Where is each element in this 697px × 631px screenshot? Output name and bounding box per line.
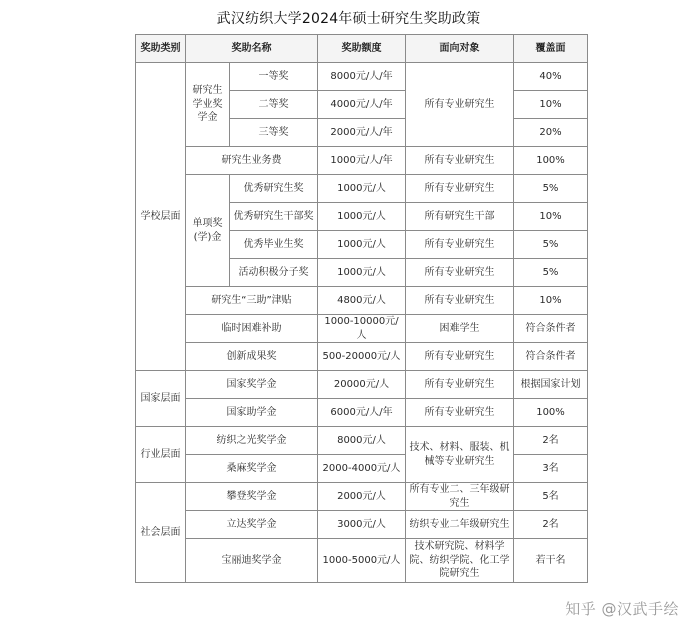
cell-name: 立达奖学金 — [186, 511, 318, 539]
cell-coverage: 10% — [514, 203, 588, 231]
header-target: 面向对象 — [406, 35, 514, 63]
table-row — [136, 455, 588, 483]
cell-coverage: 5% — [514, 259, 588, 287]
cell-target: 所有专业研究生 — [406, 259, 514, 287]
cell-amount: 4000元/人/年 — [318, 91, 406, 119]
cell-coverage: 符合条件者 — [514, 343, 588, 371]
cell-coverage: 5% — [514, 231, 588, 259]
cell-amount: 2000元/人 — [318, 483, 406, 511]
cell-coverage: 10% — [514, 287, 588, 315]
cell-amount: 1000-5000元/人 — [318, 539, 406, 583]
cell-amount: 1000元/人 — [318, 259, 406, 287]
cell-amount: 1000元/人 — [318, 175, 406, 203]
header-category: 奖助类别 — [136, 35, 186, 63]
table-row — [136, 147, 588, 175]
cell-target: 所有专业研究生 — [406, 231, 514, 259]
cell-name: 二等奖 — [230, 91, 318, 119]
table-row — [136, 175, 588, 203]
cell-target: 困难学生 — [406, 315, 514, 343]
cell-coverage: 5% — [514, 175, 588, 203]
table-row — [136, 287, 588, 315]
cell-name: 研究生“三助”津贴 — [186, 287, 318, 315]
cell-target: 所有专业研究生 — [406, 175, 514, 203]
category-national: 国家层面 — [136, 371, 186, 427]
cell-coverage: 5名 — [514, 483, 588, 511]
cell-coverage: 10% — [514, 91, 588, 119]
cell-name: 优秀毕业生奖 — [230, 231, 318, 259]
cell-target: 技术研究院、材料学院、纺织学院、化工学院研究生 — [406, 539, 514, 583]
cell-name: 国家奖学金 — [186, 371, 318, 399]
cell-coverage: 2名 — [514, 511, 588, 539]
cell-amount: 6000元/人/年 — [318, 399, 406, 427]
cell-amount: 2000-4000元/人 — [318, 455, 406, 483]
cell-amount: 20000元/人 — [318, 371, 406, 399]
cell-coverage: 若干名 — [514, 539, 588, 583]
table-row — [136, 63, 588, 91]
scholarship-table — [135, 34, 588, 583]
cell-name: 攀登奖学金 — [186, 483, 318, 511]
cell-name: 临时困难补助 — [186, 315, 318, 343]
table-row — [136, 511, 588, 539]
cell-coverage: 20% — [514, 119, 588, 147]
cell-amount: 3000元/人 — [318, 511, 406, 539]
cell-amount: 2000元/人/年 — [318, 119, 406, 147]
cell-target: 所有专业研究生 — [406, 287, 514, 315]
cell-name: 创新成果奖 — [186, 343, 318, 371]
cell-coverage: 3名 — [514, 455, 588, 483]
header-amount: 奖助额度 — [318, 35, 406, 63]
category-school: 学校层面 — [136, 63, 186, 371]
page-title: 武汉纺织大学2024年硕士研究生奖助政策 — [216, 11, 481, 27]
cell-coverage: 符合条件者 — [514, 315, 588, 343]
cell-target: 所有专业研究生 — [406, 147, 514, 175]
cell-name: 纺织之光奖学金 — [186, 427, 318, 455]
cell-target: 所有专业研究生 — [406, 371, 514, 399]
group-single-award: 单项奖(学)金 — [186, 175, 230, 287]
cell-name: 国家助学金 — [186, 399, 318, 427]
table-row — [136, 483, 588, 511]
cell-name: 三等奖 — [230, 119, 318, 147]
group-grad-scholarship: 研究生学业奖学金 — [186, 63, 230, 147]
category-industry: 行业层面 — [136, 427, 186, 483]
cell-amount: 1000元/人/年 — [318, 147, 406, 175]
table-row — [136, 371, 588, 399]
cell-amount: 4800元/人 — [318, 287, 406, 315]
cell-name: 一等奖 — [230, 63, 318, 91]
cell-coverage: 100% — [514, 399, 588, 427]
cell-name: 研究生业务费 — [186, 147, 318, 175]
cell-amount: 1000-10000元/人 — [318, 315, 406, 343]
table-row — [136, 343, 588, 371]
cell-target: 所有专业研究生 — [406, 399, 514, 427]
table-row — [136, 539, 588, 583]
cell-amount: 1000元/人 — [318, 203, 406, 231]
table-row — [136, 399, 588, 427]
cell-target: 技术、材料、服装、机械等专业研究生 — [406, 427, 514, 483]
cell-name: 活动积极分子奖 — [230, 259, 318, 287]
cell-target: 所有专业研究生 — [406, 343, 514, 371]
cell-amount: 1000元/人 — [318, 231, 406, 259]
cell-coverage: 根据国家计划 — [514, 371, 588, 399]
header-name: 奖助名称 — [186, 35, 318, 63]
table-header-row — [136, 35, 588, 63]
cell-coverage: 2名 — [514, 427, 588, 455]
cell-coverage: 40% — [514, 63, 588, 91]
cell-amount: 500-20000元/人 — [318, 343, 406, 371]
cell-target: 所有专业研究生 — [406, 63, 514, 147]
cell-name: 优秀研究生奖 — [230, 175, 318, 203]
cell-name: 桑麻奖学金 — [186, 455, 318, 483]
cell-amount: 8000元/人 — [318, 427, 406, 455]
cell-name: 宝丽迪奖学金 — [186, 539, 318, 583]
header-coverage: 覆盖面 — [514, 35, 588, 63]
cell-name: 优秀研究生干部奖 — [230, 203, 318, 231]
cell-target: 纺织专业二年级研究生 — [406, 511, 514, 539]
watermark: 知乎 @汉武手绘 — [565, 600, 679, 618]
cell-amount: 8000元/人/年 — [318, 63, 406, 91]
table-row — [136, 315, 588, 343]
table-row — [136, 427, 588, 455]
cell-coverage: 100% — [514, 147, 588, 175]
cell-target: 所有专业二、三年级研究生 — [406, 483, 514, 511]
cell-target: 所有研究生干部 — [406, 203, 514, 231]
category-social: 社会层面 — [136, 483, 186, 583]
